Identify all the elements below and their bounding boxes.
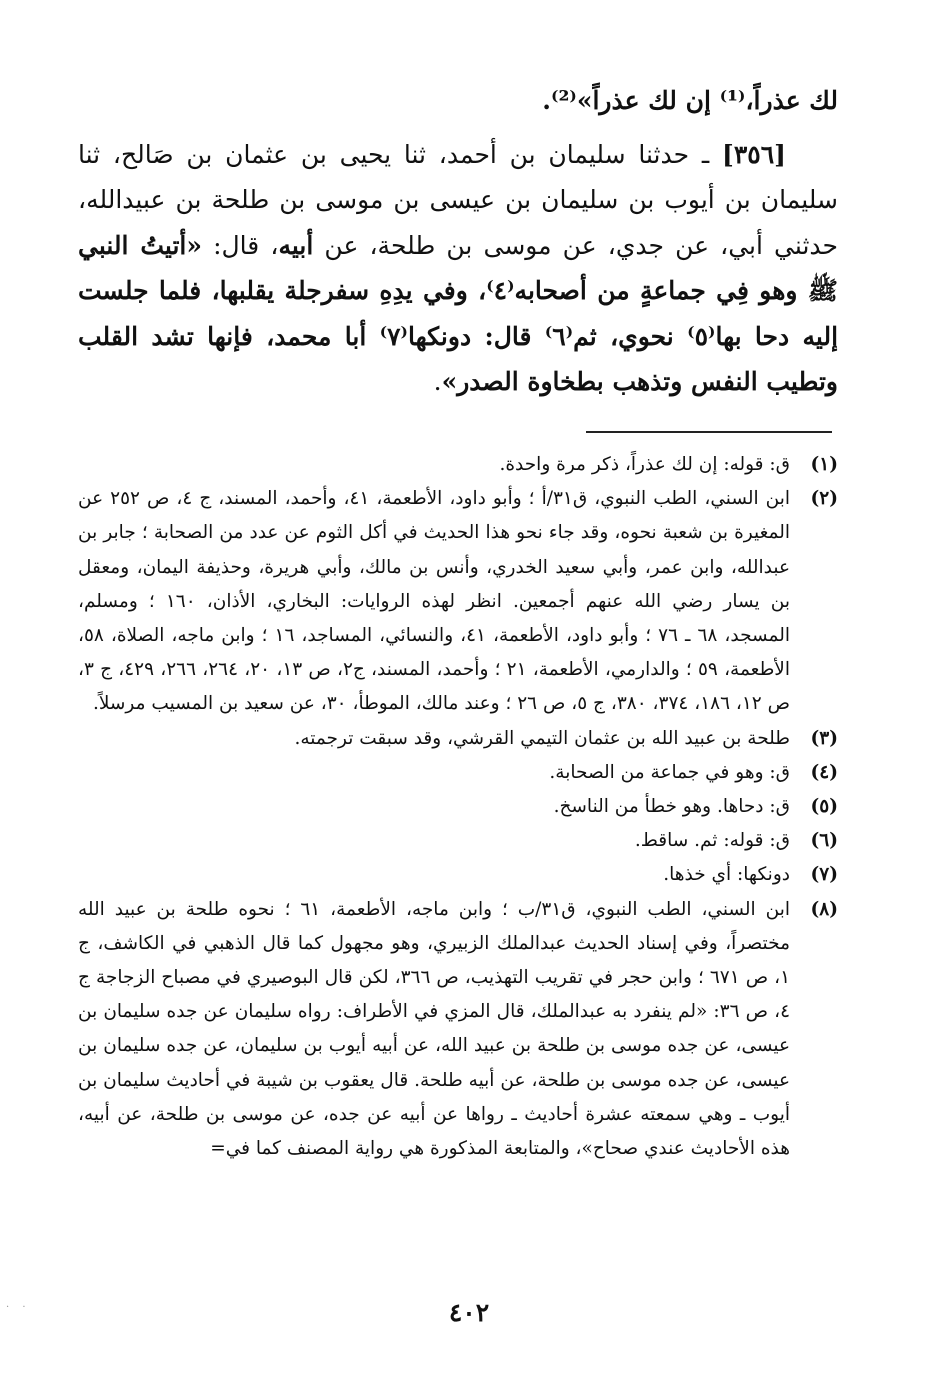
- footnote-number: (٦): [810, 830, 838, 852]
- footnote: [78, 893, 838, 1167]
- footnote-number: (٥): [810, 796, 838, 818]
- footnote-text: ق: وهو في جماعة من الصحابة.: [549, 761, 790, 783]
- footnote-number: (٤): [810, 761, 838, 783]
- footnote: [78, 858, 838, 892]
- footnote-text: ق: قوله: ثم. ساقط.: [634, 830, 790, 852]
- footnote: [78, 790, 838, 824]
- main-text: [78, 78, 838, 405]
- footnotes: [78, 448, 838, 1166]
- footnote-text: طلحة بن عبيد الله بن عثمان التيمي القرشي، وقد سبقت ترجمته.: [294, 727, 790, 749]
- matn-end: .: [433, 367, 442, 396]
- footnote-text: دونكها: أي خذها.: [663, 864, 790, 886]
- hadith-number: [٣٥٦]: [722, 139, 786, 169]
- footnote: [78, 824, 838, 858]
- isnad-qal: ، قال:: [201, 230, 279, 260]
- footnote-text: ق: قوله: إن لك عذراً، ذكر مرة واحدة.: [499, 454, 790, 475]
- footnote: [78, 722, 838, 756]
- scan-speckles: · ·: [6, 1302, 31, 1313]
- footnote: [78, 482, 838, 721]
- matn-text: «أتيتُ النبي ﷺ وهو فِي جماعةٍ من أصحابه⁽٤⁾، وفي يدِهِ سفرجلة يقلبها، فلما جلست إليه دحا بها⁽٥⁾ نحوي، ثم⁽٦⁾ قال: دونكها⁽٧⁾ أبا محمد، فإنها تشد القلب وتطيب النفس وتذهب بطخاوة الصدر»: [78, 230, 839, 396]
- footnote-separator: [586, 431, 832, 433]
- continuation-line: لك عذراً،⁽¹⁾ إن لك عذراً»⁽²⁾.: [542, 86, 838, 115]
- footnote-text: ابن السني، الطب النبوي، ق٣١/أ ؛ وأبو داود، الأطعمة، ٤١، وأحمد، المسند، ج ٤، ص ٢٥٢ عن المغيرة بن شعبة نحوه، وقد جاء نحو هذا الحديث في أكل الثوم عن عدد من الصحابة ؛ جابر بن عبدالله، وابن عمر، وأبي سعيد الخدري، وأنس بن مالك، وأبي هريرة، وحذيفة اليمان، ومعقل بن يسار رضي الله عنهم أجمعين. انظر لهذه الروايات: البخاري، الأذان، ١٦٠ ؛ ومسلم، المسجد، ٦٨ ـ ٧٦ ؛ وأبو داود، الأطعمة، ٤١، والنسائي، المساجد، ١٦ ؛ وابن ماجه، الصلاة، ٥٨، الأطعمة، ٥٩ ؛ والدارمي، الأطعمة، ٢١ ؛ وأحمد، المسند، ج٢، ص ١٣، ٢٠، ٢٦٤، ٢٦٦، ٤٢٩، ج ٣، ص ١٢، ١٨٦، ٣٧٤، ٣٨٠، ج ٥، ص ٢٦ ؛ وعند مالك، الموطأ، ٣٠، عن سعيد بن المسيب مرسلاً.: [78, 488, 790, 715]
- page-number: ٤٠٢: [448, 1298, 490, 1327]
- footnote-number: (٨): [810, 898, 838, 920]
- footnote-text: ابن السني، الطب النبوي، ق٣١/ب ؛ وابن ماجه، الأطعمة، ٦١ ؛ نحوه طلحة بن عبيد الله مختصراً، وفي إسناد الحديث عبدالملك الزبيري، وهو مجهول كما قال الذهبي في الكاشف، ج ١، ص ٦٧١ ؛ وابن حجر في تقريب التهذيب، ص ٣٦٦، لكن قال البوصيري في مصباح الزجاجة ج ٤، ص ٣٦: «لم ينفرد به عبدالملك، قال المزي في الأطراف: رواه سليمان عن جده سليمان بن عيسى، عن جده موسى بن طلحة بن عبيد الله، عن أبيه أيوب بن سليمان، عن جده سليمان بن عيسى، عن جده موسى بن طلحة، عن أبيه طلحة. قال يعقوب بن شيبة في أحاديث سليمان بن أيوب ـ وهي سمعته عشرة أحاديث ـ رواها عن أبيه عن جده، عن موسى بن طلحة، عن أبيه، هذه الأحاديث عندي صحاح»، والمتابعة المذكورة هي رواية المصنف كما في=: [78, 898, 790, 1160]
- footnote: [78, 448, 838, 482]
- footnote: [78, 756, 838, 790]
- footnote-text: ق: دحاها. وهو خطأ من الناسخ.: [553, 796, 790, 818]
- footnote-number: (٢): [810, 488, 838, 510]
- hadith-356: [78, 132, 838, 405]
- isnad-father: أبيه: [278, 230, 314, 260]
- footnote-number: (٧): [810, 864, 838, 886]
- footnote-number: (١): [810, 454, 838, 475]
- isnad-text: ـ حدثنا سليمان بن أحمد، ثنا يحيى بن عثمان بن صَالح، ثنا سليمان بن أيوب بن سليمان بن عيسى بن موسى بن طلحة بن عبيدالله، حدثني أبي، عن جدي، عن موسى بن طلحة، عن: [78, 139, 838, 260]
- footnote-number: (٣): [810, 727, 838, 749]
